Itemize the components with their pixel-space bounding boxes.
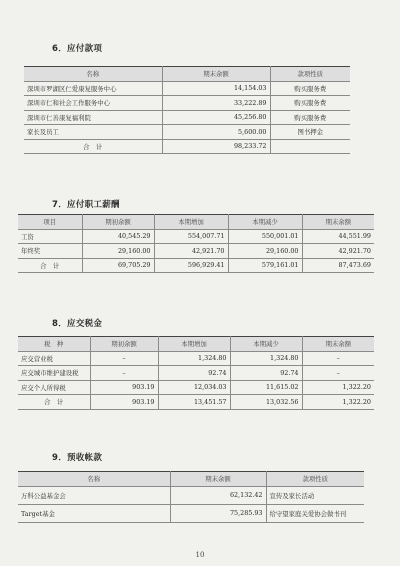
table-row (24, 110, 350, 125)
col-header: 本期减少 (230, 337, 302, 352)
table-cell: 1,324.80 (158, 351, 230, 366)
table-cell: 1,322.20 (302, 380, 374, 395)
total-row (18, 258, 374, 273)
table-cell: 深圳市仁善康复福利院 (24, 110, 162, 125)
table-row (24, 96, 350, 111)
total-row (18, 395, 374, 410)
table-cell: 69,705.29 (82, 258, 154, 273)
table-cell: 应交营业税 (18, 351, 90, 366)
payables-table (24, 66, 350, 154)
taxes-payable-table (18, 336, 374, 410)
table-cell: 87,473.69 (302, 258, 374, 273)
table-cell: 75,285.93 (170, 504, 266, 522)
table-row (18, 229, 374, 244)
table-cell: 万科公益基金会 (18, 486, 170, 504)
table-cell: 550,001.01 (228, 229, 302, 244)
col-header: 名称 (24, 67, 162, 82)
table-cell: 92.74 (158, 366, 230, 381)
table-cell: 29,160.00 (228, 244, 302, 259)
table-row (18, 486, 364, 504)
table-cell: 14,154.03 (162, 81, 270, 96)
table-row (18, 366, 374, 381)
table-cell: – (302, 366, 374, 381)
table-cell: 1,324.80 (230, 351, 302, 366)
table-row (18, 380, 374, 395)
table-cell: 903.19 (90, 395, 158, 410)
table-cell: 13,032.56 (230, 395, 302, 410)
col-header: 本期增加 (154, 215, 228, 230)
table-cell: 购买服务费 (270, 110, 350, 125)
table-cell: 11,615.02 (230, 380, 302, 395)
section-9-title: 9．预收帐款 (52, 453, 103, 463)
col-header: 款项性质 (266, 472, 364, 487)
col-header: 本期增加 (158, 337, 230, 352)
col-header: 名称 (18, 472, 170, 487)
table-cell: 深圳市仁和社会工作服务中心 (24, 96, 162, 111)
table-cell: 13,451.57 (158, 395, 230, 410)
col-header: 税 种 (18, 337, 90, 352)
table-cell: 工资 (18, 229, 82, 244)
table-row (18, 351, 374, 366)
table-cell: – (90, 366, 158, 381)
col-header: 期末余额 (162, 67, 270, 82)
table-cell: 购买服务费 (270, 96, 350, 111)
table-cell: 宣传及家长活动 (266, 486, 364, 504)
total-row (24, 139, 350, 154)
col-header: 期末余额 (170, 472, 266, 487)
col-header: 期初余额 (82, 215, 154, 230)
table-cell: 1,322.20 (302, 395, 374, 410)
table-cell: 33,222.89 (162, 96, 270, 111)
col-header: 期末余额 (302, 215, 374, 230)
table-row (24, 125, 350, 140)
table-cell: 42,921.70 (154, 244, 228, 259)
table-cell: 596,929.41 (154, 258, 228, 273)
table-cell: – (90, 351, 158, 366)
table-cell: – (302, 351, 374, 366)
table-cell: 合 计 (24, 139, 162, 154)
table-cell: 579,161.01 (228, 258, 302, 273)
table-cell: 12,034.03 (158, 380, 230, 395)
section-8-title: 8．应交税金 (52, 319, 103, 329)
table-cell: 45,256.80 (162, 110, 270, 125)
col-header: 期初余额 (90, 337, 158, 352)
section-7-title: 7．应付职工薪酬 (52, 200, 120, 210)
table-cell: 44,551.99 (302, 229, 374, 244)
table-cell: Target基金 (18, 504, 170, 522)
table-cell: 应交城市维护建设税 (18, 366, 90, 381)
table-cell (270, 139, 350, 154)
page-number: 10 (195, 551, 205, 559)
table-cell: 合 计 (18, 258, 82, 273)
col-header: 本期减少 (228, 215, 302, 230)
table-cell: 62,132.42 (170, 486, 266, 504)
table-row (18, 244, 374, 259)
table-cell: 图书押金 (270, 125, 350, 140)
table-cell: 家长及员工 (24, 125, 162, 140)
table-cell: 98,233.72 (162, 139, 270, 154)
table-cell: 合 计 (18, 395, 90, 410)
table-cell: 购买服务费 (270, 81, 350, 96)
employee-payroll-table (18, 214, 374, 273)
table-cell: 40,545.29 (82, 229, 154, 244)
table-row (24, 81, 350, 96)
table-cell: 年终奖 (18, 244, 82, 259)
section-6-title: 6．应付款项 (52, 44, 103, 54)
table-cell: 给守望家庭关爱协会做书刊 (266, 504, 364, 522)
advance-receipts-table (18, 471, 364, 523)
col-header: 款项性质 (270, 67, 350, 82)
table-cell: 应交个人所得税 (18, 380, 90, 395)
table-row (18, 504, 364, 522)
table-cell: 554,007.71 (154, 229, 228, 244)
table-cell: 903.19 (90, 380, 158, 395)
table-cell: 92.74 (230, 366, 302, 381)
table-cell: 42,921.70 (302, 244, 374, 259)
col-header: 期末余额 (302, 337, 374, 352)
col-header: 项目 (18, 215, 82, 230)
table-cell: 5,600.00 (162, 125, 270, 140)
table-cell: 29,160.00 (82, 244, 154, 259)
table-cell: 深圳市罗湖区仁爱康复服务中心 (24, 81, 162, 96)
